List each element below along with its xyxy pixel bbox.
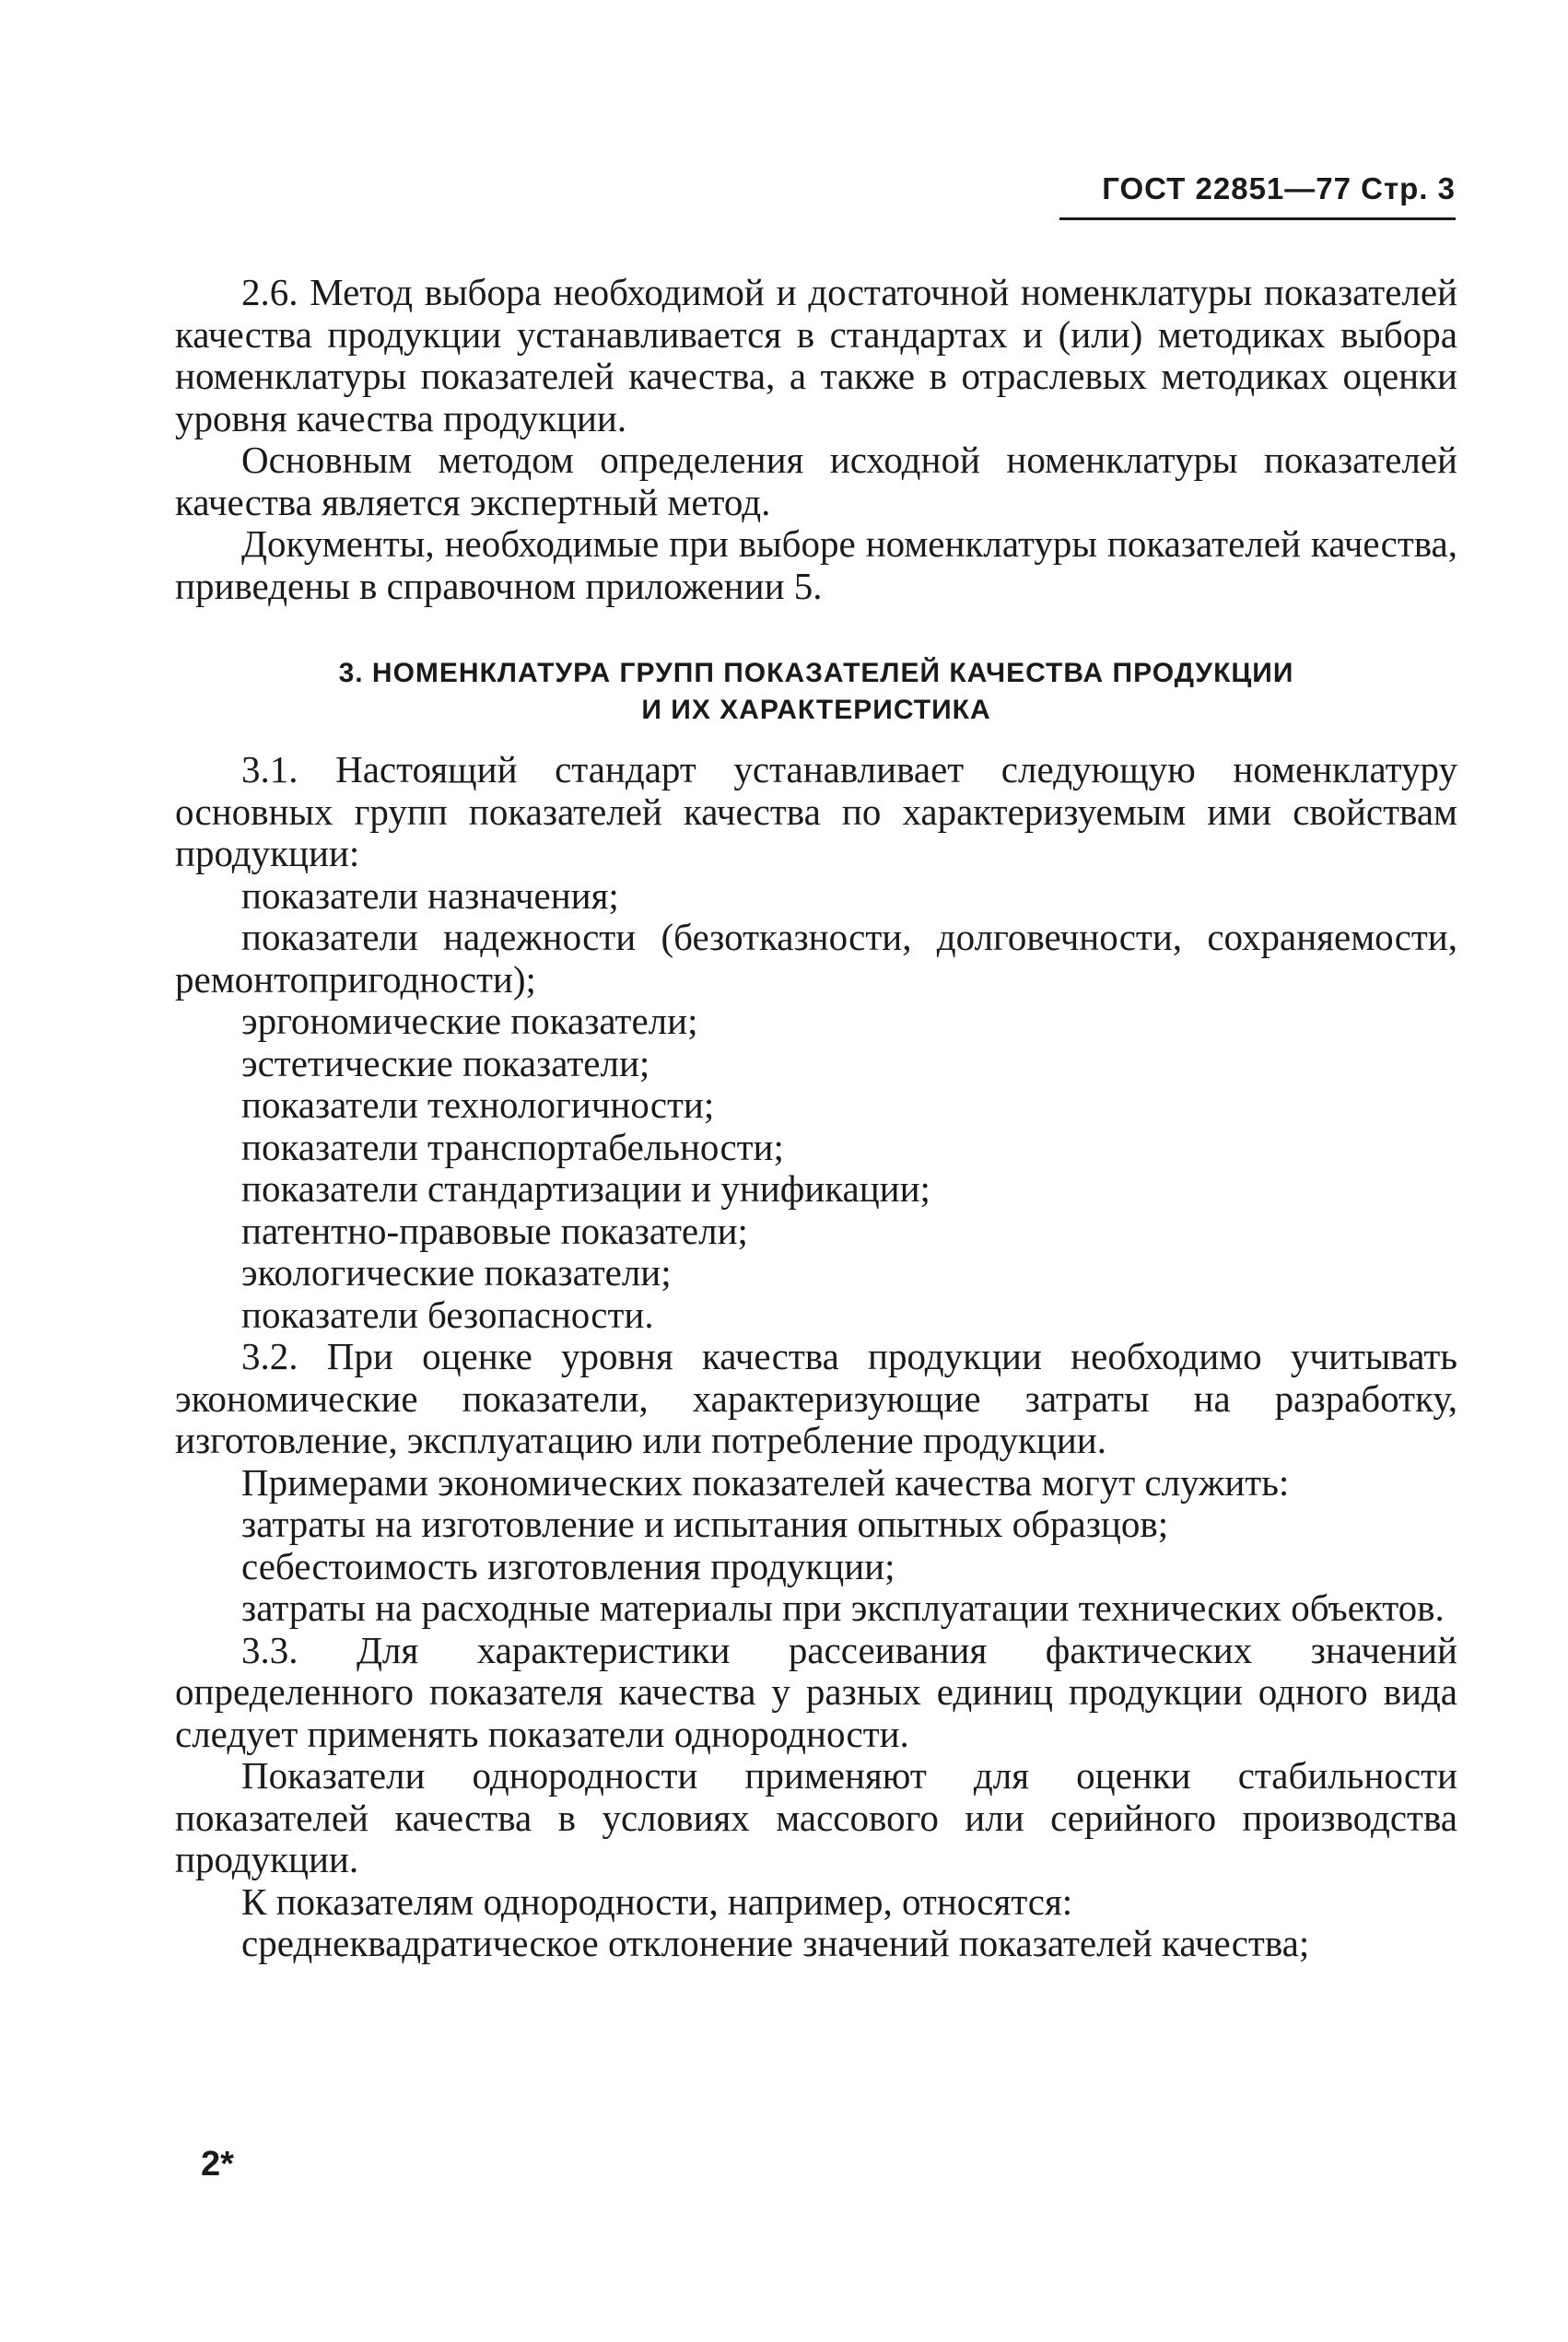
paragraph-documents: Документы, необходимые при выборе номенклатуры показателей качества, приведены в справочном приложении 5.: [175, 522, 1457, 607]
paragraph-main-method: Основным методом определения исходной номенклатуры показателей качества является экспертный метод.: [175, 439, 1457, 523]
list-item-quality-group: экологические показатели;: [241, 1251, 672, 1294]
paragraph-2-6: 2.6. Метод выбора необходимой и достаточной номенклатуры показателей качества продукции устанавливается в стандартах и (или) методиках выбора номенклатуры показателей качества, а также в отраслевых методиках оценки уровня качества продукции.: [175, 271, 1457, 439]
section-3-heading-line-1: 3. НОМЕНКЛАТУРА ГРУПП ПОКАЗАТЕЛЕЙ КАЧЕСТВА ПРОДУКЦИИ: [338, 658, 1294, 688]
list-item-quality-group: эстетические показатели;: [241, 1041, 650, 1084]
list-item-quality-group: показатели назначения;: [241, 873, 619, 917]
sheet-mark: 2*: [201, 2145, 234, 2184]
section-3-heading-line-2: И ИХ ХАРАКТЕРИСТИКА: [641, 695, 991, 725]
paragraph-3-3: 3.3. Для характеристики рассеивания фактических значений определенного показателя качества у разных единиц продукции одного вида следует применять показатели однородности.: [175, 1628, 1457, 1755]
paragraph-economic-examples-intro: Примерами экономических показателей качества могут служить:: [241, 1460, 1290, 1504]
list-item-quality-group: показатели стандартизации и унификации;: [241, 1167, 930, 1210]
list-item-economic-example: затраты на изготовление и испытания опытных образцов;: [241, 1503, 1169, 1545]
list-item-quality-group: показатели безопасности.: [241, 1293, 654, 1336]
paragraph-3-2: 3.2. При оценке уровня качества продукции необходимо учитывать экономические показатели, характеризующие затраты на разработку, изготовление, эксплуатацию или потребление продукции.: [175, 1335, 1457, 1461]
list-item-quality-group: патентно-правовые показатели;: [241, 1209, 748, 1252]
list-item-quality-group: показатели надежности (безотказности, долговечности, сохраняемости, ремонтопригодности);: [175, 916, 1457, 1001]
list-item-quality-group: показатели технологичности;: [241, 1083, 715, 1126]
list-item-quality-group: эргономические показатели;: [241, 1000, 698, 1042]
running-header: ГОСТ 22851—77 Стр. 3: [1059, 171, 1456, 220]
list-item-economic-example: себестоимость изготовления продукции;: [241, 1544, 895, 1587]
paragraph-uniformity-examples-intro: К показателям однородности, например, относятся:: [241, 1879, 1073, 1923]
section-3-heading: [175, 655, 1457, 729]
paragraph-3-1: 3.1. Настоящий стандарт устанавливает следующую номенклатуру основных групп показателей качества по характеризуемым ими свойствам продукции:: [175, 748, 1457, 874]
paragraph-uniformity-usage: Показатели однородности применяют для оценки стабильности показателей качества в условиях массового или серийного производства продукции.: [175, 1754, 1457, 1880]
list-item-quality-group: показатели транспортабельности;: [241, 1125, 784, 1168]
list-item-uniformity-example: среднеквадратическое отклонение значений показателей качества;: [241, 1922, 1310, 1964]
page-body: [175, 272, 1457, 1965]
list-item-economic-example: затраты на расходные материалы при эксплуатации технических объектов.: [241, 1587, 1445, 1629]
